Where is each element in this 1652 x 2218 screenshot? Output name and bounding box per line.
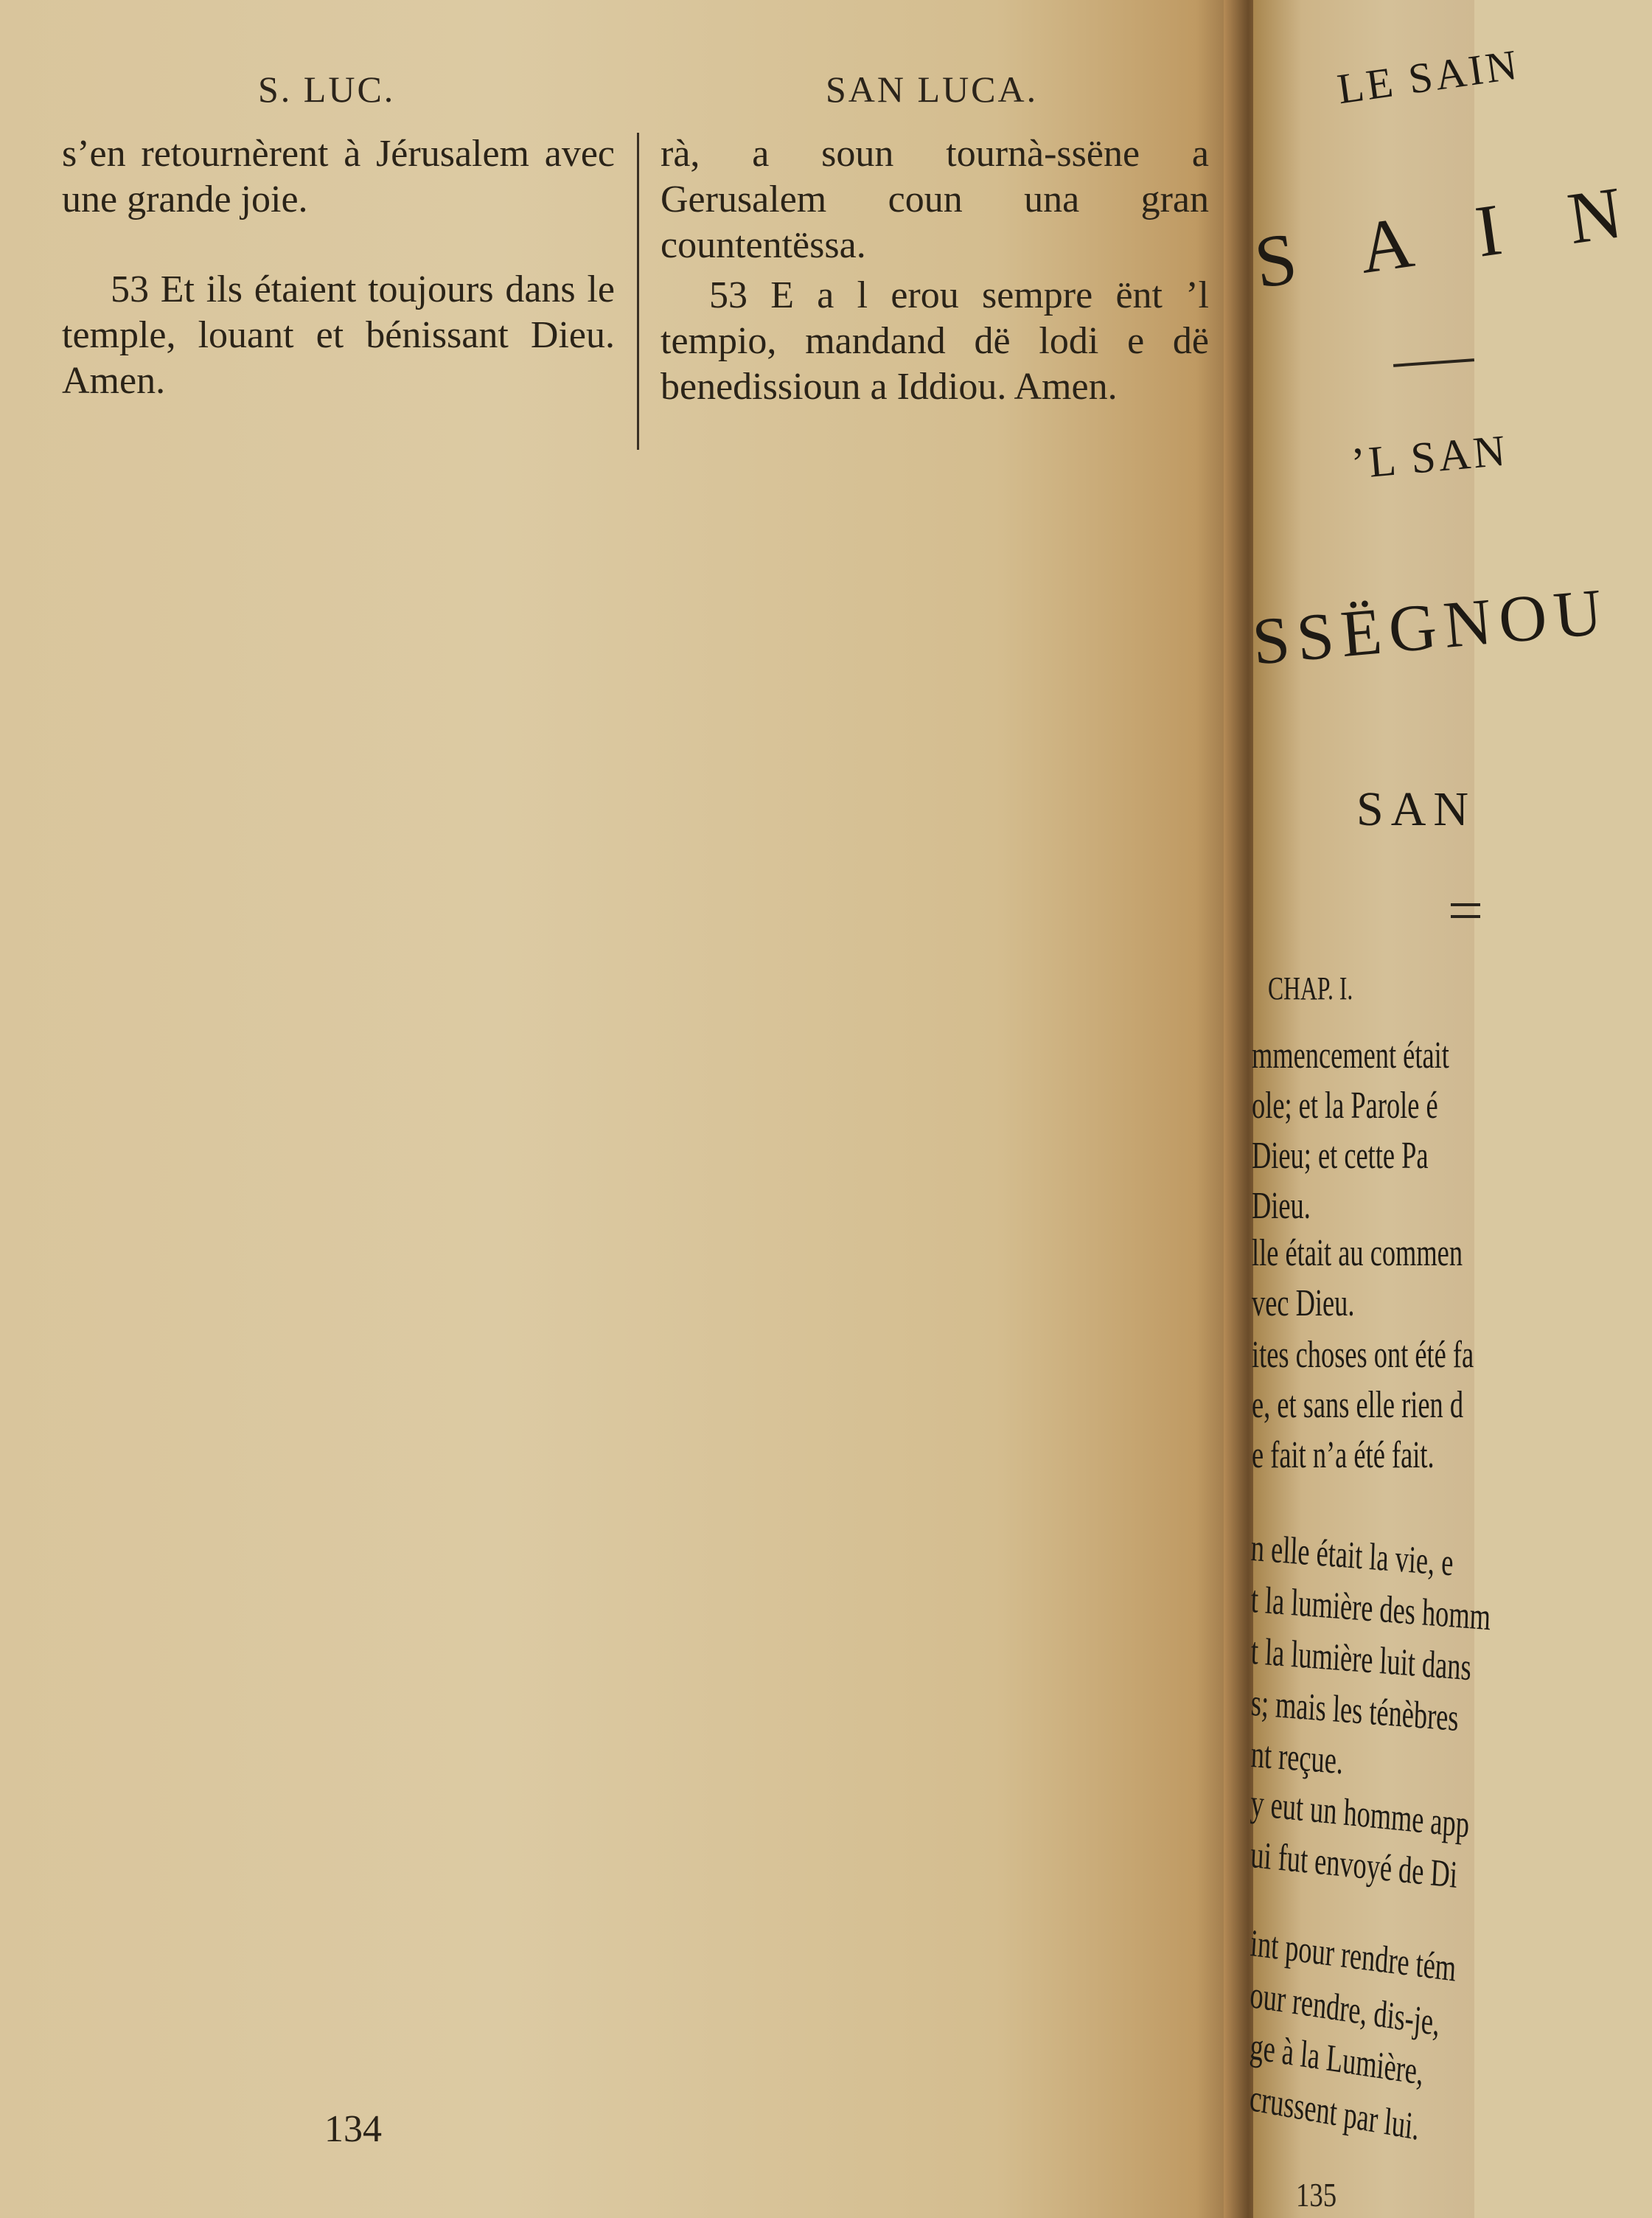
subtitle: ’L SAN: [1349, 425, 1510, 488]
text-line: t la lumière luit dans: [1250, 1630, 1472, 1689]
header-left: S. LUC.: [258, 69, 396, 110]
french-column: [62, 131, 615, 448]
text-line: t la lumière des homm: [1250, 1578, 1492, 1639]
title-ssegnou: SSËGNOU: [1250, 574, 1613, 679]
text-line: e, et sans elle rien d: [1252, 1384, 1464, 1426]
french-paragraph: s’en retournèrent à Jérusalem avec une grande joie.: [62, 133, 615, 220]
text-line: e fait n’a été fait.: [1252, 1434, 1435, 1476]
text-line: mmencement était: [1252, 1035, 1449, 1077]
text-line: Dieu.: [1252, 1185, 1311, 1227]
piedmontese-column: [661, 131, 1209, 414]
piedmontese-paragraph: 53 E a l erou sempre ënt ’l tempio, mandand dë lodi e dë benedissioun a Iddiou. Amen.: [661, 274, 1209, 408]
text-line: ole; et la Parole é: [1252, 1085, 1438, 1127]
text-line: ui fut envoyé de Di: [1250, 1833, 1459, 1897]
header-right: SAN LUCA.: [826, 69, 1039, 110]
text-line: y eut un homme app: [1250, 1781, 1471, 1846]
text-line: int pour rendre tém: [1249, 1922, 1457, 1990]
french-paragraph: 53 Et ils étaient toujours dans le temple, louant et bénissant Dieu. Amen.: [62, 268, 615, 402]
text-line: nt reçue.: [1250, 1733, 1345, 1783]
text-line: Dieu; et cette Pa: [1252, 1135, 1429, 1177]
text-line: our rendre, dis-je,: [1248, 1973, 1442, 2045]
text-line: vec Dieu.: [1252, 1282, 1355, 1324]
text-line: crussent par lui.: [1248, 2076, 1421, 2149]
title-rule: [1393, 358, 1474, 367]
text-line: ites choses ont été fa: [1252, 1334, 1474, 1376]
column-divider: [637, 133, 639, 450]
running-title: LE SAIN: [1334, 40, 1523, 114]
text-line: n elle était la vie, e: [1250, 1526, 1454, 1585]
piedmontese-paragraph: rà, a soun tournà-ssëne a Gerusalem coun una gran countentëssa.: [661, 133, 1209, 266]
text-line: lle était au commen: [1252, 1232, 1463, 1274]
chapter-heading: CHAP. I.: [1268, 970, 1353, 1007]
text-line: s; mais les ténèbres: [1250, 1681, 1460, 1740]
double-rule: [1451, 903, 1480, 918]
title-san: SAN: [1356, 782, 1477, 836]
page-number-left: 134: [324, 2108, 382, 2150]
page-number-right: 135: [1296, 2176, 1337, 2214]
title-large: S A I N: [1250, 167, 1652, 304]
text-line: ge à la Lumière,: [1248, 2025, 1426, 2093]
right-page: [1248, 0, 1652, 2218]
